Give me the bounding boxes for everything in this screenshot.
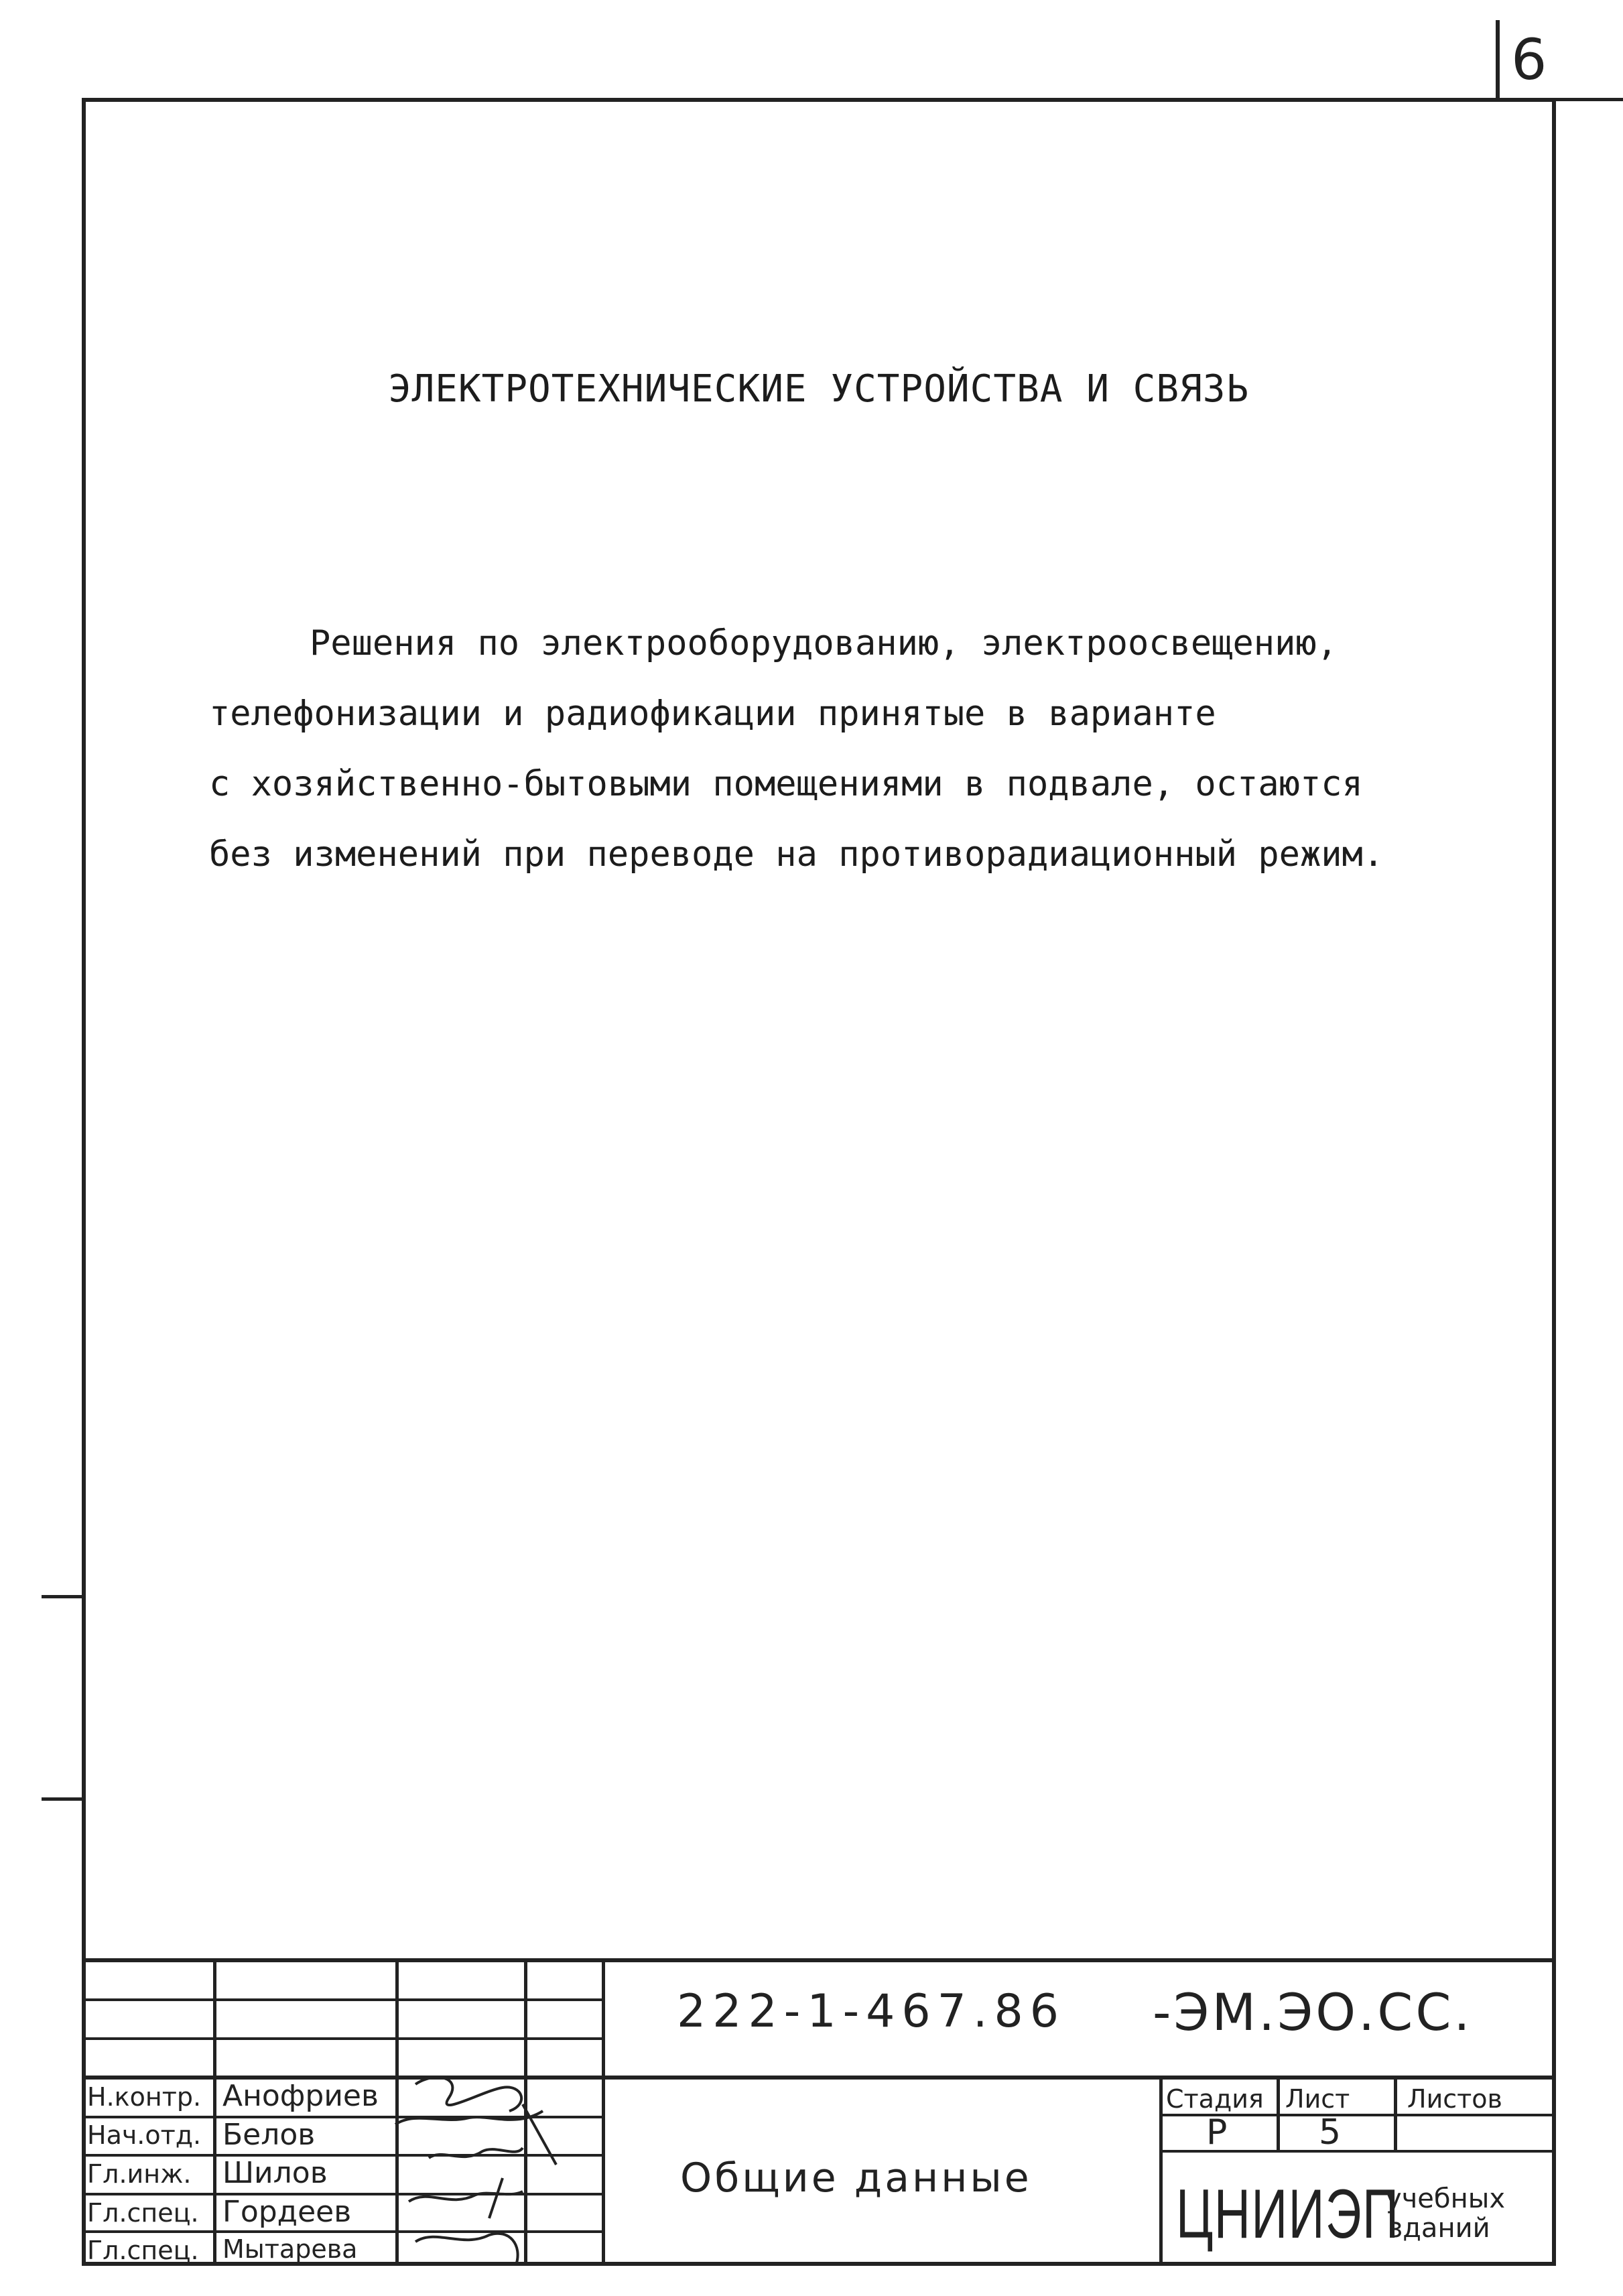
tb-col-line-4 xyxy=(602,1958,605,2266)
sheet-label: Лист xyxy=(1285,2084,1350,2114)
role-label: Гл.инж. xyxy=(87,2159,192,2189)
sheet-title: Общие данные xyxy=(680,2155,1032,2202)
stage-value: Р xyxy=(1206,2112,1228,2153)
body-line-3: с хозяйственно-бытовыми помещениями в подвале, остаются xyxy=(209,764,1363,804)
tb-row-line xyxy=(82,1998,603,2001)
signatures-drawing xyxy=(389,2064,590,2279)
person-name: Шилов xyxy=(222,2156,328,2190)
sheet-value: 5 xyxy=(1319,2112,1342,2153)
body-line-4: без изменений при переводе на противорадиационный режим. xyxy=(209,834,1384,875)
drawing-frame xyxy=(82,98,1556,2266)
person-name: Анофриев xyxy=(222,2079,379,2113)
tb-col-line-1 xyxy=(213,1958,216,2266)
document-suffix: -ЭМ.ЭО.СС. xyxy=(1153,1982,1473,2042)
section-title: ЭЛЕКТРОТЕХНИЧЕСКИЕ УСТРОЙСТВА И СВЯЗЬ xyxy=(388,367,1250,411)
organization-name: ЦНИИЭП xyxy=(1176,2175,1400,2253)
role-label: Н.контр. xyxy=(87,2082,202,2112)
body-line-2: телефонизации и радиофикации принятые в варианте xyxy=(209,694,1216,734)
margin-tick-lower xyxy=(42,1797,84,1801)
document-code: 222-1-467.86 xyxy=(677,1985,1066,2038)
stage-label: Стадия xyxy=(1166,2084,1264,2114)
role-label: Гл.спец. xyxy=(87,2198,199,2228)
person-name: Гордеев xyxy=(222,2195,352,2229)
margin-tick-upper xyxy=(42,1595,84,1598)
tb-stage-line xyxy=(1159,2078,1163,2266)
role-label: Нач.отд. xyxy=(87,2120,202,2150)
person-name: Белов xyxy=(222,2118,316,2152)
tb-row-line xyxy=(82,2037,603,2040)
body-line-1: Решения по электрооборудованию, электроосвещению, xyxy=(310,623,1338,663)
person-name: Мытарева xyxy=(222,2234,358,2264)
sheets-label: Листов xyxy=(1407,2084,1502,2114)
page-number: 6 xyxy=(1511,27,1547,92)
organization-sub-1: учебных xyxy=(1386,2183,1505,2214)
role-label: Гл.спец. xyxy=(87,2236,199,2265)
organization-sub-2: зданий xyxy=(1388,2213,1490,2244)
page-number-divider xyxy=(1496,20,1500,101)
